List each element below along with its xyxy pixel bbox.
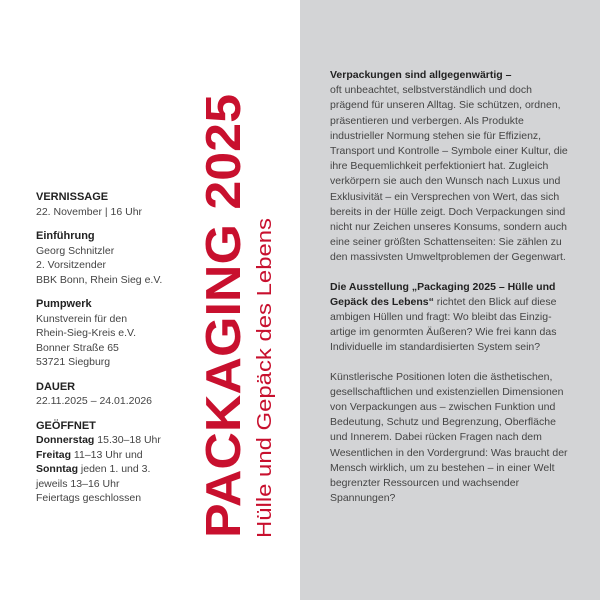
vernissage-block — [36, 190, 211, 219]
vertical-title-block — [197, 90, 276, 540]
friday-label: Freitag — [36, 448, 72, 461]
friday-time: 11–13 Uhr und — [71, 448, 143, 461]
dauer-dates: 22.11.2025 – 24.01.2026 — [36, 395, 152, 407]
sunday-label: Sonntag — [36, 463, 78, 475]
paragraph-1-lead: Verpackungen sind allgegenwärtig – — [330, 69, 512, 81]
einfuehrung-block — [36, 229, 211, 287]
pumpwerk-heading: Pumpwerk — [36, 298, 92, 310]
geoeffnet-heading: GEÖFFNET — [36, 419, 96, 432]
paragraph-2-lead: Die Ausstellung „Packaging 2025 – Hülle und Gepäck des Lebens“ — [330, 280, 556, 308]
opening-sunday-hours: jeweils 13–16 Uhr — [36, 477, 120, 490]
pumpwerk-line: 53721 Siegburg — [36, 356, 111, 368]
geoeffnet-block — [36, 419, 211, 506]
thursday-label: Donnerstag — [36, 434, 95, 446]
paragraph-2-text: richtet den Blick auf diese ambigen Hüllen und fragt: Wo bleibt das Einzig-artige im genormten Äußeren? Wie frei kann das Individuelle im standardisierten System sein? — [330, 295, 557, 354]
opening-thursday — [36, 433, 211, 448]
vernissage-date: 22. November | 16 Uhr — [36, 205, 143, 218]
paragraph-3-text: Künstlerische Positionen loten die ästhetischen, gesellschaftlichen und existenziellen Dimensionen von Verpackungen aus – zwischen Funktion und Bedeutung, Schutz und Begrenzung, Oberfläche und Innerem. Dabei rücken Fragen nach dem Wesentlichen in den Vordergrund: Was braucht der Mensch wirklich, um zu bestehen – in einer Welt begrenzter Ressourcen und wachsender Spannungen? — [330, 370, 568, 505]
pumpwerk-block — [36, 297, 211, 370]
einfuehrung-line: 2. Vorsitzender — [36, 259, 107, 271]
thursday-time: 15.30–18 Uhr — [94, 434, 161, 446]
sunday-time: jeden 1. und 3. — [78, 463, 151, 475]
pumpwerk-line: Bonner Straße 65 — [36, 341, 119, 354]
holiday-note: Feiertags geschlossen — [36, 492, 142, 504]
vernissage-heading: VERNISSAGE — [36, 191, 109, 203]
einfuehrung-line: BBK Bonn, Rhein Sieg e.V. — [36, 273, 163, 286]
paragraph-1-text: oft unbeachtet, selbstverständlich und doch prägend für unseren Alltag. Sie schützen, ordnen, präsentieren und verbergen. Als Produkte industrieller Normung stehen sie für Effizienz, Transport und Kontrolle – Symbole einer Kultur, die ihre Bequemlichkeit perfektioniert hat. Zugleich verkörpern sie auch den Wunsch nach Luxus und Exklusivität – ein Versprechen von Wert, das sich bereits in der Hülle zeigt. Doch Verpackungen sind nicht nur Zeichen unseres Konsums, sondern auch eine seiner größten Schattenseiten: Sie zählen zu den massivsten Umweltproblemen der Gegenwart. — [330, 84, 568, 264]
pumpwerk-line: Kunstverein für den — [36, 312, 128, 325]
opening-friday — [36, 448, 211, 463]
body-text — [330, 68, 570, 520]
paragraph-2 — [330, 280, 570, 356]
event-info — [36, 190, 211, 516]
exhibition-subtitle: Hülle und Gepäck des Lebens — [253, 263, 276, 538]
einfuehrung-line: Georg Schnitzler — [36, 244, 115, 257]
paragraph-3 — [330, 370, 570, 507]
opening-sunday — [36, 462, 211, 477]
dauer-heading: DAUER — [36, 380, 76, 393]
pumpwerk-line: Rhein-Sieg-Kreis e.V. — [36, 327, 136, 339]
einfuehrung-heading: Einführung — [36, 230, 95, 242]
paragraph-1 — [330, 68, 570, 266]
dauer-block — [36, 380, 211, 409]
exhibition-title: PACKAGING 2025 — [197, 119, 251, 538]
